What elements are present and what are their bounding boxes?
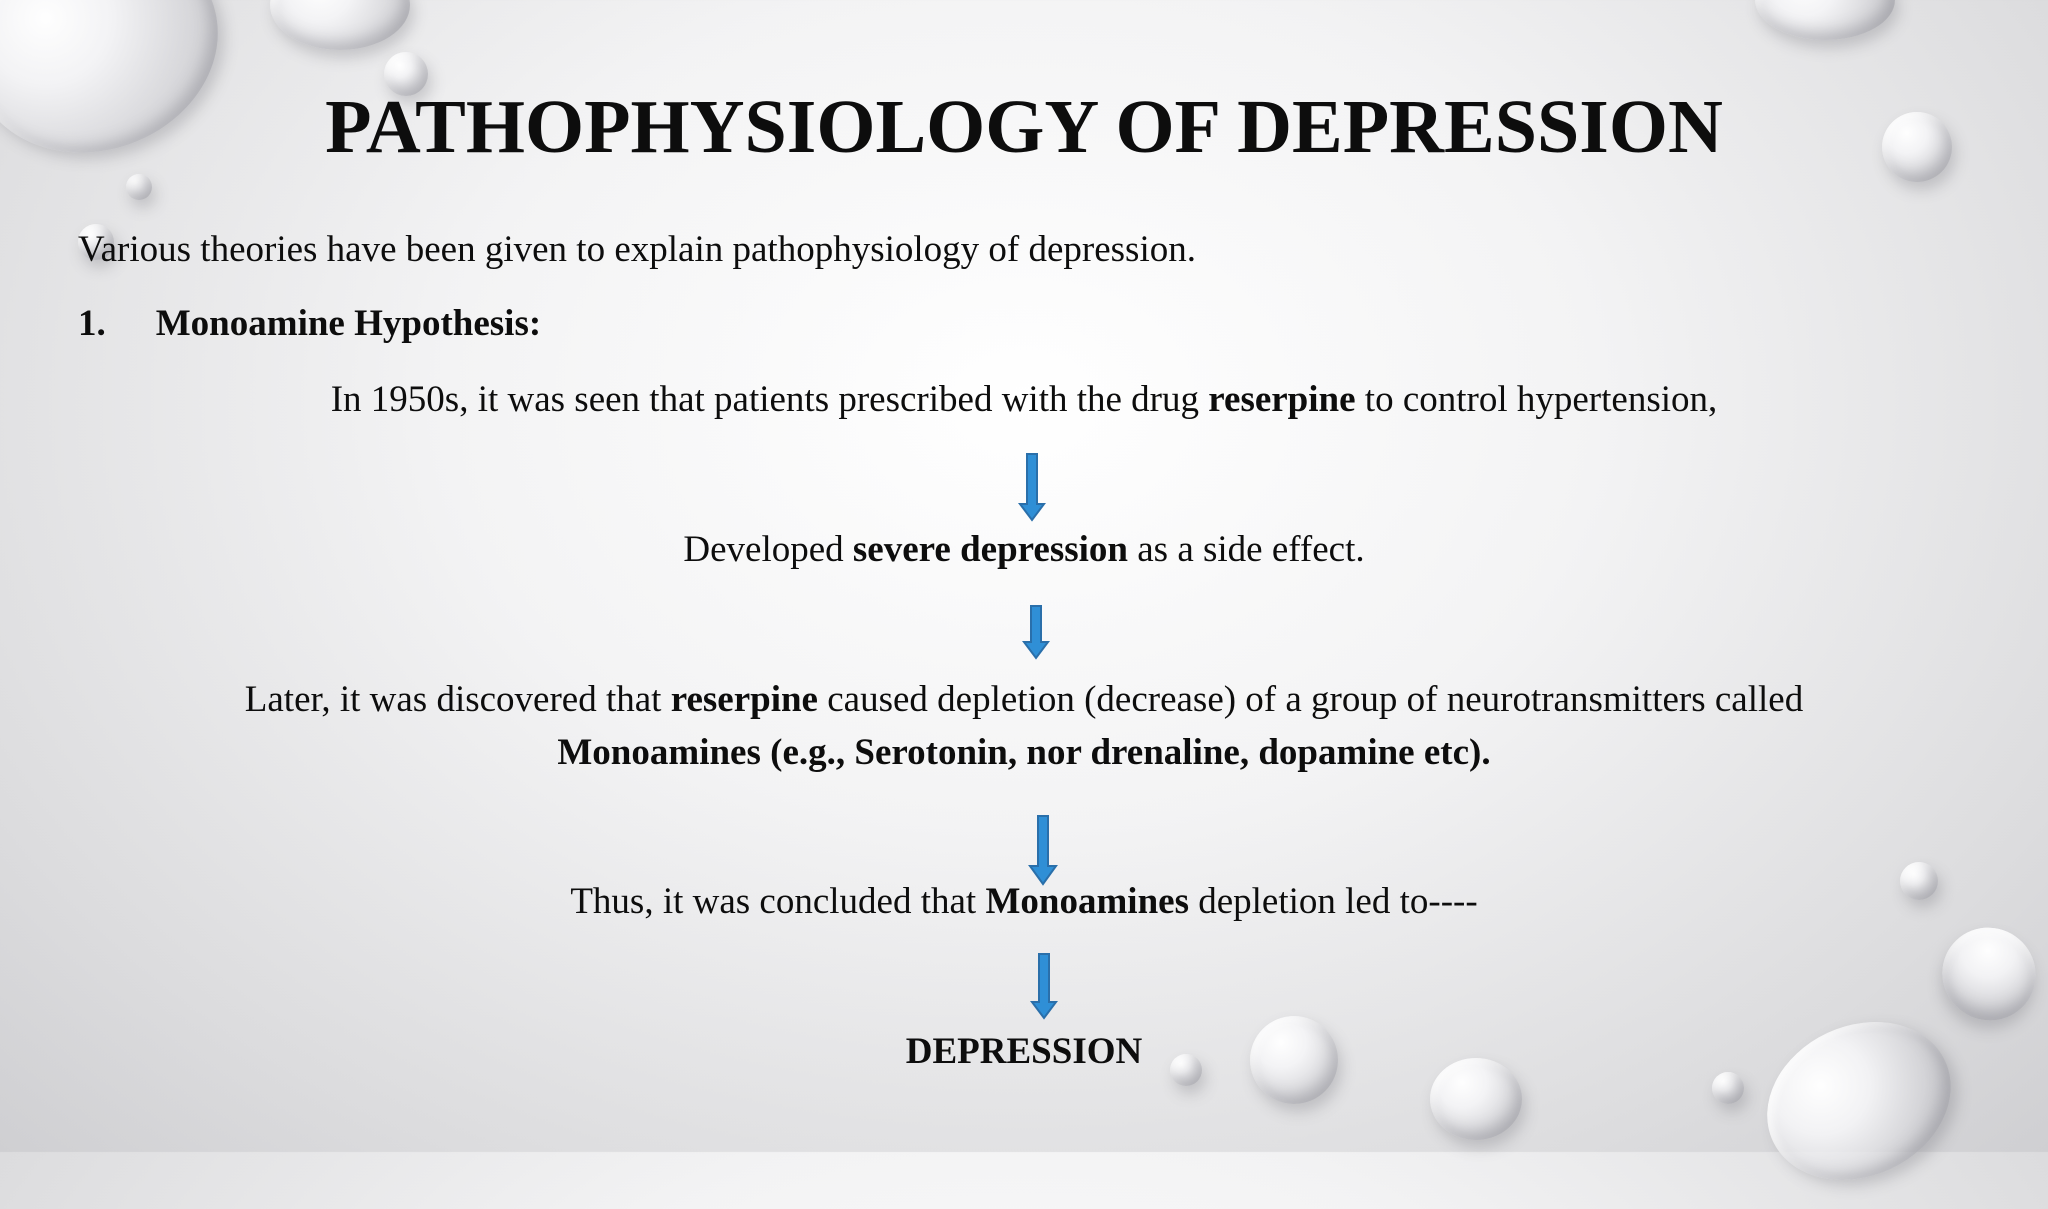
step-bold-text: severe depression <box>852 529 1128 570</box>
step-severe-depression <box>0 528 2048 571</box>
step-text: depletion led to---- <box>1188 881 1478 922</box>
water-drop-decoration <box>1712 1072 1744 1104</box>
intro-text: Various theories have been given to explain pathophysiology of depression. <box>78 229 1196 270</box>
down-arrow-icon <box>1028 814 1058 886</box>
step-bold-text: Monoamines <box>985 881 1189 922</box>
water-drop-decoration <box>1755 0 1895 40</box>
step-text: as a side effect. <box>1128 529 1365 570</box>
step-text: Thus, it was concluded that <box>570 881 986 922</box>
section-number: 1. <box>78 303 106 344</box>
down-arrow-icon <box>1018 452 1046 522</box>
water-drop-decoration <box>270 0 410 50</box>
step-reserpine-prescribed <box>0 378 2048 421</box>
slide-title: PATHOPHYSIOLOGY OF DEPRESSION <box>325 85 1723 169</box>
step-conclusion <box>0 880 2048 923</box>
water-drop-decoration <box>1741 993 1977 1209</box>
section-heading <box>78 302 541 345</box>
step-bold-text: reserpine <box>670 679 818 720</box>
down-arrow-icon <box>1030 952 1058 1020</box>
step-monoamines-examples: Monoamines (e.g., Serotonin, nor drenaline, dopamine etc). <box>557 732 1491 773</box>
down-arrow-icon <box>1022 604 1050 660</box>
step-text: Later, it was discovered that <box>244 679 671 720</box>
step-bold-text: reserpine <box>1208 379 1356 420</box>
step-text: Developed <box>683 529 853 570</box>
step-text: to control hypertension, <box>1355 379 1718 420</box>
step-depression-result: DEPRESSION <box>905 1031 1143 1072</box>
water-drop-decoration <box>1924 909 2048 1038</box>
step-monoamine-depletion <box>0 678 2048 721</box>
step-text: caused depletion (decrease) of a group of neurotransmitters called <box>817 679 1804 720</box>
water-drop-decoration <box>126 174 152 200</box>
section-heading-text: Monoamine Hypothesis: <box>155 303 542 344</box>
step-text: In 1950s, it was seen that patients prescribed with the drug <box>330 379 1209 420</box>
